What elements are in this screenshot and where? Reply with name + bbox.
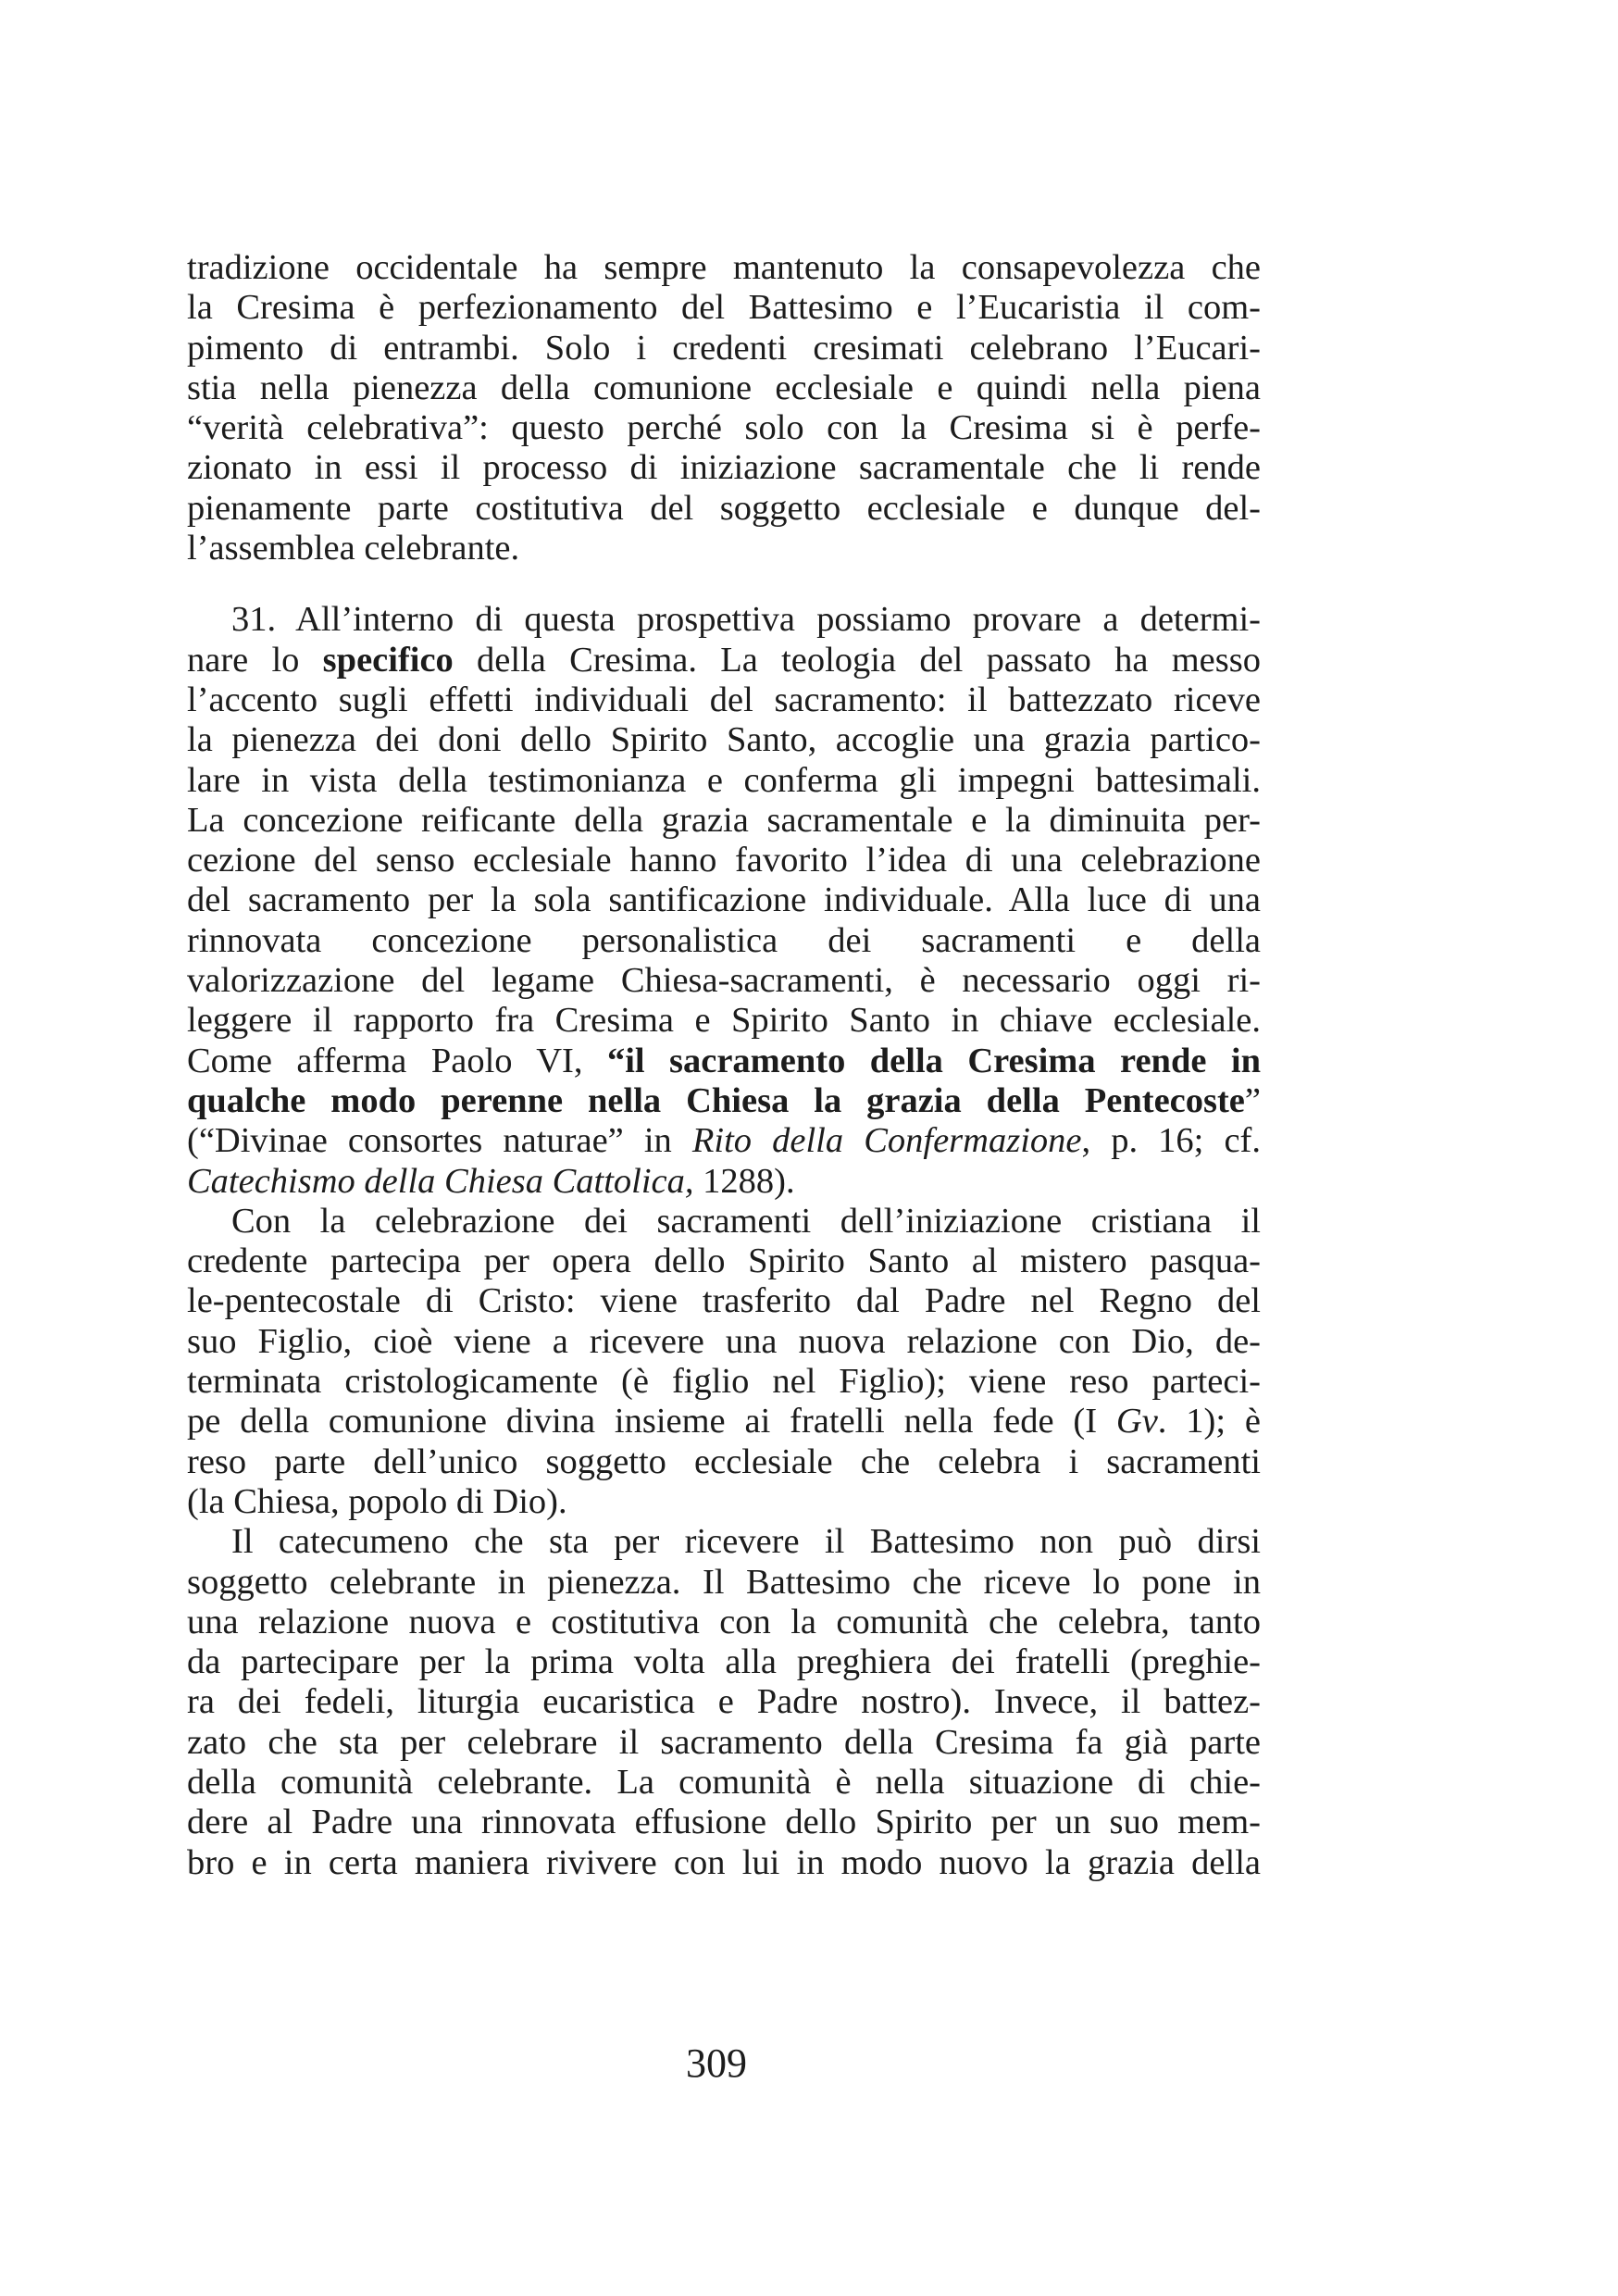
text-line: una relazione nuova e costitutiva con la comunità che celebra, tanto: [187, 1602, 1261, 1641]
text-line: bro e in certa maniera rivivere con lui in modo nuovo la grazia della: [187, 1842, 1261, 1882]
text-line: ra dei fedeli, liturgia eucaristica e Padre nostro). Invece, il battez-: [187, 1682, 1261, 1722]
text-line: (la Chiesa, popolo di Dio).: [187, 1481, 567, 1521]
paragraph-1: [187, 248, 1261, 568]
body-text: [187, 248, 1261, 1883]
text-line: [187, 1042, 1261, 1081]
text-segment: nare lo: [187, 640, 323, 680]
text-line: credente partecipa per opera dello Spirito Santo al mistero pasqua-: [187, 1242, 1261, 1281]
text-line: zionato in essi il processo di iniziazione sacramentale che li rende: [187, 448, 1261, 488]
text-line: la pienezza dei doni dello Spirito Santo, accoglie una grazia partico-: [187, 720, 1261, 760]
paragraph-3: [187, 1202, 1261, 1522]
text-line: valorizzazione del legame Chiesa-sacramenti, è necessario oggi ri-: [187, 961, 1261, 1001]
text-line: [187, 1121, 1261, 1161]
text-segment: 1288).: [693, 1161, 795, 1201]
text-line: Il catecumeno che sta per ricevere il Battesimo non può dirsi: [231, 1522, 1261, 1562]
text-line: l’assemblea celebrante.: [187, 529, 520, 568]
text-line: 31. All’interno di questa prospettiva possiamo provare a determi-: [231, 600, 1261, 640]
page-number: 309: [686, 2040, 747, 2086]
text-segment: della Cresima. La teologia del passato ha messo: [453, 640, 1261, 680]
text-line: [187, 1081, 1261, 1121]
text-line: lare in vista della testimonianza e conferma gli impegni battesimali.: [187, 760, 1261, 800]
text-line: reso parte dell’unico soggetto ecclesiale che celebra i sacramenti: [187, 1441, 1261, 1481]
paragraph-4: [187, 1522, 1261, 1883]
text-segment: (“Divinae consortes naturae” in: [187, 1121, 692, 1161]
text-line: La concezione reificante della grazia sacramentale e la diminuita per-: [187, 800, 1261, 840]
text-segment: , p. 16; cf.: [1081, 1121, 1261, 1161]
paragraph-2: [187, 600, 1261, 1201]
text-line: zato che sta per celebrare il sacramento della Cresima fa già parte: [187, 1722, 1261, 1762]
text-line: leggere il rapporto fra Cresima e Spirito Santo in chiave ecclesiale.: [187, 1001, 1261, 1041]
text-line: stia nella pienezza della comunione ecclesiale e quindi nella piena: [187, 368, 1261, 407]
paragraph-gap: [187, 568, 1261, 600]
text-line: dere al Padre una rinnovata effusione dello Spirito per un suo mem-: [187, 1803, 1261, 1842]
text-line: cezione del senso ecclesiale hanno favorito l’idea di una celebrazione: [187, 841, 1261, 880]
text-line: terminata cristologicamente (è figlio nel Figlio); viene reso parteci-: [187, 1362, 1261, 1402]
text-line: [187, 641, 1261, 680]
text-segment: . 1); è: [1157, 1402, 1261, 1441]
text-line: le-pentecostale di Cristo: viene trasferito dal Padre nel Regno del: [187, 1281, 1261, 1321]
text-segment: Come afferma Paolo VI,: [187, 1041, 607, 1080]
text-line: la Cresima è perfezionamento del Battesimo e l’Eucaristia il com-: [187, 288, 1261, 328]
text-line: pienamente parte costitutiva del soggetto ecclesiale e dunque del-: [187, 488, 1261, 528]
italic-title: Catechismo della Chiesa Cattolica,: [187, 1161, 694, 1201]
text-line: del sacramento per la sola santificazione individuale. Alla luce di una: [187, 880, 1261, 920]
text-line: tradizione occidentale ha sempre mantenuto la consapevolezza che: [187, 248, 1261, 287]
text-segment: ”: [1244, 1080, 1261, 1120]
text-line: da partecipare per la prima volta alla preghiera dei fratelli (preghie-: [187, 1642, 1261, 1682]
text-line: suo Figlio, cioè viene a ricevere una nuova relazione con Dio, de-: [187, 1321, 1261, 1361]
italic-title: Rito della Confermazione: [691, 1121, 1082, 1161]
text-line: della comunità celebrante. La comunità è nella situazione di chie-: [187, 1762, 1261, 1802]
text-line: rinnovata concezione personalistica dei sacramenti e della: [187, 920, 1261, 960]
italic-abbrev: Gv: [1115, 1402, 1158, 1441]
text-line: “verità celebrativa”: questo perché solo con la Cresima si è perfe-: [187, 408, 1261, 448]
text-line: [187, 1162, 1261, 1202]
text-line: Con la celebrazione dei sacramenti dell’iniziazione cristiana il: [231, 1201, 1261, 1241]
text-line: [187, 1402, 1261, 1441]
bold-quote: qualche modo perenne nella Chiesa la grazia della Pentecoste: [187, 1080, 1245, 1120]
text-line: soggetto celebrante in pienezza. Il Battesimo che riceve lo pone in: [187, 1562, 1261, 1602]
text-line: pimento di entrambi. Solo i credenti cresimati celebrano l’Eucari-: [187, 328, 1261, 368]
text-line: l’accento sugli effetti individuali del sacramento: il battezzato riceve: [187, 680, 1261, 719]
text-segment: pe della comunione divina insieme ai fratelli nella fede (I: [187, 1402, 1116, 1441]
bold-term: specifico: [322, 640, 454, 680]
bold-quote: “il sacramento della Cresima rende in: [606, 1041, 1261, 1080]
